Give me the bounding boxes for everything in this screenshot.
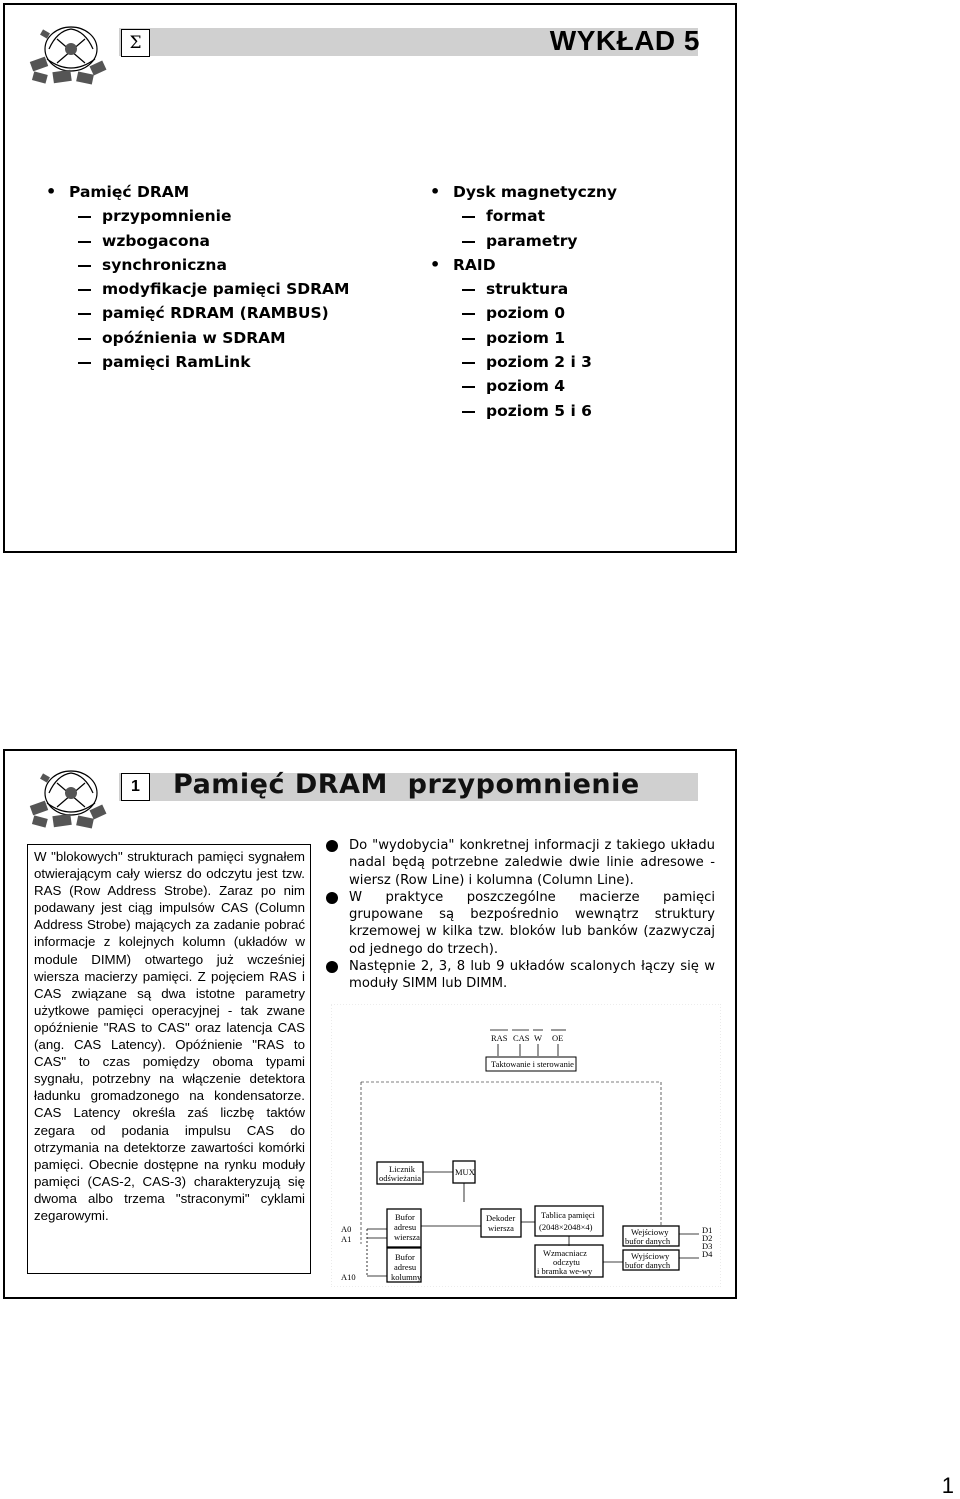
amplifier-label-2: odczytu <box>553 1257 580 1267</box>
slide-title: Pamięć DRAM przypomnienie <box>173 769 640 800</box>
addr-a1: A1 <box>341 1234 352 1244</box>
input-buffer-label-2: bufor danych <box>625 1236 671 1246</box>
row-buffer-label-3: wiersza <box>394 1232 420 1242</box>
list-item-sub: parametry <box>425 229 617 253</box>
refresh-counter-label-2: odświeżania <box>379 1173 422 1183</box>
list-item-sub: opóźnienia w SDRAM <box>41 326 349 350</box>
row-buffer-label-1: Bufor <box>395 1212 415 1222</box>
list-item-sub: poziom 4 <box>425 374 617 398</box>
slide-number-box: 1 <box>121 773 150 801</box>
row-decoder-label-2: wiersza <box>488 1223 514 1233</box>
signal-cas: CAS <box>513 1033 530 1043</box>
data-d3: D3 <box>702 1241 713 1251</box>
output-buffer-label-1: Wyjściowy <box>631 1251 670 1261</box>
row-buffer-label-2: adresu <box>394 1222 417 1232</box>
signal-w: W <box>534 1033 543 1043</box>
bullet-points <box>325 837 715 993</box>
list-item-sub: modyfikacje pamięci SDRAM <box>41 277 349 301</box>
bullet-point: W praktyce poszczególne macierze pamięci grupowane są bezpośrednio wewnątrz struktury krzemowej w kilka tzw. bloków lub banków (zazwyczaj od jednego do trzech). <box>325 889 715 958</box>
output-buffer-label-2: bufor danych <box>625 1260 671 1270</box>
title-bar <box>119 769 698 801</box>
dram-block-diagram <box>331 1004 721 1287</box>
list-item-main: • RAID <box>425 253 617 277</box>
data-d2: D2 <box>702 1233 713 1243</box>
topic-list-left <box>41 180 349 374</box>
university-logo <box>27 19 111 89</box>
university-logo <box>27 763 111 833</box>
sigma-box: Σ <box>121 29 150 57</box>
slide-2 <box>3 749 737 1299</box>
list-item-main: • Dysk magnetyczny <box>425 180 617 204</box>
amplifier-label-1: Wzmacniacz <box>543 1248 587 1258</box>
addr-a0: A0 <box>341 1224 352 1234</box>
page-number: 1 <box>941 1473 954 1498</box>
memory-array-label-1: Tablica pamięci <box>541 1210 595 1220</box>
list-item-sub: wzbogacona <box>41 229 349 253</box>
memory-array-label-2: (2048×2048×4) <box>539 1222 593 1232</box>
list-item-sub: poziom 1 <box>425 326 617 350</box>
input-buffer-label-1: Wejściowy <box>631 1227 669 1237</box>
signal-oe: OE <box>552 1033 564 1043</box>
slide-1 <box>3 3 737 553</box>
list-item-main: • Pamięć DRAM <box>41 180 349 204</box>
slide-title: WYKŁAD 5 <box>549 25 700 56</box>
bullet-point: Do "wydobycia" konkretnej informacji z takiego układu nadal będą potrzebne zaledwie dwie linie adresowe - wiersz (Row Line) i kolumna (Column Line). <box>325 837 715 889</box>
list-item-sub: format <box>425 204 617 228</box>
refresh-counter-label-1: Licznik <box>389 1164 415 1174</box>
amplifier-label-3: i bramka we-wy <box>537 1266 593 1276</box>
control-label: Taktowanie i sterowanie <box>491 1059 574 1069</box>
list-item-sub: poziom 2 i 3 <box>425 350 617 374</box>
data-d4: D4 <box>702 1249 713 1259</box>
mux-label: MUX <box>455 1167 475 1177</box>
topic-list-right <box>425 180 617 423</box>
list-item-sub: struktura <box>425 277 617 301</box>
list-item-sub: pamięci RamLink <box>41 350 349 374</box>
list-item-sub: pamięć RDRAM (RAMBUS) <box>41 301 349 325</box>
title-bar <box>119 25 700 56</box>
data-d1: D1 <box>702 1225 713 1235</box>
list-item-sub: poziom 5 i 6 <box>425 399 617 423</box>
col-buffer-label-1: Bufor <box>395 1252 415 1262</box>
row-decoder-label-1: Dekoder <box>486 1213 516 1223</box>
addr-a10: A10 <box>341 1272 356 1282</box>
list-item-sub: przypomnienie <box>41 204 349 228</box>
bullet-point: Następnie 2, 3, 8 lub 9 układów scalonych łączy się w moduły SIMM lub DIMM. <box>325 958 715 993</box>
list-item-sub: poziom 0 <box>425 301 617 325</box>
list-item-sub: synchroniczna <box>41 253 349 277</box>
signal-ras: RAS <box>491 1033 508 1043</box>
ras-cas-description: W "blokowych" strukturach pamięci sygnałem otwierającym cały wiersz do odczytu jest tzw. RAS (Row Address Strobe). Zaraz po nim podawany jest ciąg impulsów CAS (Column Address Strobe) mających za zadanie pobrać informacje z kolejnych kolumn (układów w module DIMM) otwartego już wcześniej wiersza macierzy pamięci. Z pojęciem RAS i CAS związane są dwa istotne parametry użytkowe pamięci operacyjnej - tak zwane opóźnienie "RAS to CAS" oraz latencja CAS (ang. CAS Latency). Opóźnienie "RAS to CAS" to czas pomiędzy oboma typami sygnału, potrzebny na włączenie detektora ładunku gromadzonego na kondensatorze. CAS Latency określa zaś liczbę taktów zegara od podania impulsu CAS do otrzymania na detektorze zawartości komórki pamięci. Obecnie dostępne na rynku moduły pamięci (CAS-2, CAS-3) charakteryzują się dwoma albo trzema "straconymi" cyklami zegarowymi. <box>27 844 311 1274</box>
col-buffer-label-2: adresu <box>394 1262 417 1272</box>
col-buffer-label-3: kolumny <box>391 1272 422 1282</box>
